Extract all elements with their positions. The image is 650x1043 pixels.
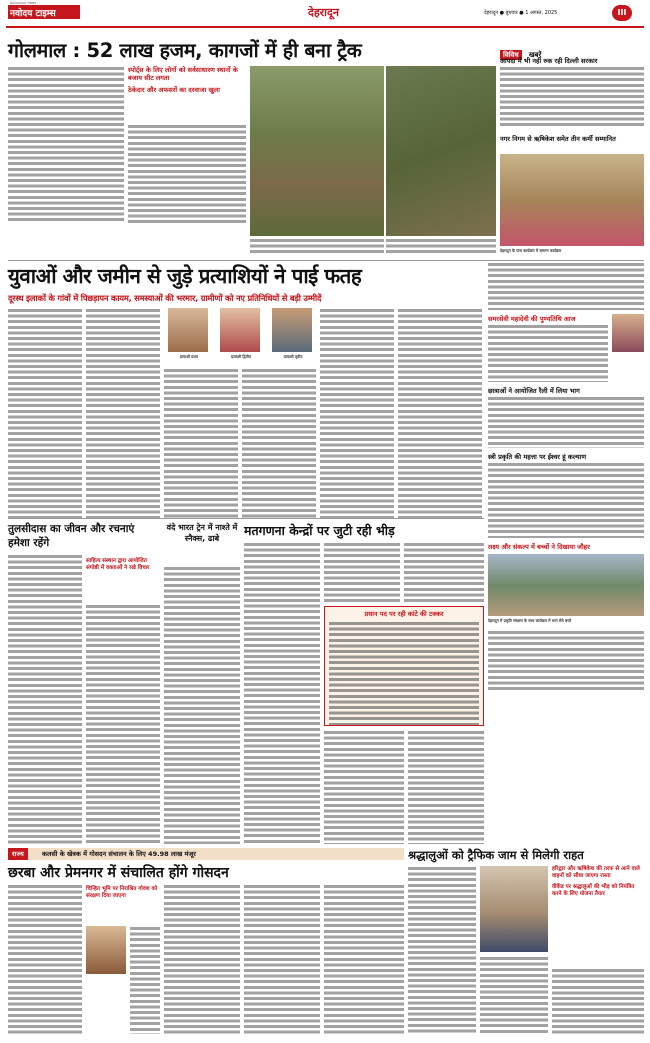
bottom-text-col2 (130, 926, 160, 1034)
main-text-col6 (398, 308, 482, 518)
traffic-text-col1 (408, 866, 476, 1034)
right-caption: देहरादून में प्रकृति संरक्षण के साथ कार्यक्रम में भाग लेते बच्चे (488, 618, 571, 623)
lead-text-col4 (386, 238, 496, 256)
section-title: देहरादून (308, 6, 339, 19)
vande-headline-line1: वंदे भारत ट्रेन में नाश्ते में (166, 523, 238, 532)
bottom-headline: छरबा और प्रेमनगर में संचालित होंगे गोसदन (8, 865, 229, 881)
lead-headline: गोलमाल : 52 लाख हजम, कागजों में ही बना ट्रैक (8, 39, 362, 62)
counting-box (324, 606, 484, 726)
counting-headline: मतगणना केन्द्रों पर जुटी रही भीड़ (244, 523, 395, 538)
main-subhead: दूरस्थ इलाकों के गांवों में पिछड़ापन कायम, समस्याओं की भरमार, ग्रामीणों को नए प्रतिनिधियों से बड़ी उम्मीदें (8, 293, 322, 303)
counting-text-col3 (404, 542, 484, 602)
counting-box-title: प्रधान पद पर रही कांटे की टक्कर (364, 610, 444, 618)
tulsidas-headline: तुलसीदास का जीवन और रचनाएं हमेशा रहेंगे (8, 523, 135, 549)
bottom-text-col3 (164, 884, 240, 1034)
right-headline-3: स्त्री प्रकृति की महत्ता पर ईश्वर हूं कल्याण (488, 453, 587, 461)
logo-small: NAVODAYA TIMES (10, 1, 37, 5)
bottom-text-col4 (244, 884, 320, 1034)
news-round-photo (500, 154, 644, 246)
lead-text-col1 (8, 66, 124, 224)
lead-photo-track (386, 66, 496, 236)
bottom-ticker: कलसी के खेत्रक में गोसदन संचालन के लिए 49.98 लाख मंजूर (42, 850, 196, 858)
bottom-tag: राज्य (8, 848, 28, 860)
candidate-photo-3 (272, 308, 312, 352)
traffic-text-col2 (480, 956, 548, 1034)
lead-bullet-1: स्पोर्ट्स के लिए लोगों को सर्वसाधारण स्थानों के बजाय सीट लगता (128, 66, 238, 82)
candidate-name-3: प्रत्याशी तृतीय (283, 354, 303, 359)
candidate-photo-1 (168, 308, 208, 352)
right-photo-2 (488, 554, 644, 616)
right-column (488, 262, 644, 692)
bottom-bullet: चिन्हित भूमि पर निराश्रित गोवंश को संरक्षण दिया जाएगा (86, 886, 158, 899)
news-round-caption: देहरादून के पास कार्यक्रम में सम्मान कार्यक्रम (500, 248, 562, 253)
bottom-text-col5 (324, 884, 404, 1034)
news-round-box (500, 42, 644, 258)
tulsidas-text-col1 (8, 554, 82, 844)
main-headline: युवाओं और जमीन से जुड़े प्रत्याशियों ने पाई फतह (8, 264, 362, 288)
bottom-ticker-bar (8, 848, 404, 860)
candidate-name-1: प्रत्याशी प्रथम (179, 354, 199, 359)
traffic-photo (480, 866, 548, 952)
news-round-label-red: विविध (500, 50, 522, 60)
candidate-photo-2 (220, 308, 260, 352)
tulsidas-text-col2 (86, 604, 160, 844)
news-round-headline-2: नगर निगम से ऋषिकेश समेत तीन कर्मी सम्मानित (500, 135, 616, 143)
lead-photo-field (250, 66, 384, 236)
traffic-bullets (552, 866, 644, 966)
main-text-col5 (320, 308, 394, 518)
news-round-headline-1: आपदा में भी नहीं रुक रही दिल्ली सरकार (500, 57, 598, 65)
lead-bullets (128, 66, 246, 112)
right-text-4 (488, 462, 644, 538)
vande-headline (164, 522, 240, 544)
logo: नवोदय टाइम्स (10, 9, 56, 19)
right-headline-2: छात्राओं ने आयोजित रैली में लिया भाग (488, 387, 580, 395)
divider-2 (8, 518, 484, 519)
dateline: देहरादून ● बुधवार ● 1 अगस्त, 2025 (484, 10, 558, 16)
traffic-headline: श्रद्धालुओं को ट्रैफिक जाम से मिलेगी राहत (408, 848, 584, 862)
traffic-bullet-2: वीकेंड पर श्रद्धालुओं की भीड़ को नियंत्रित करने के लिए योजना तैयार (552, 884, 635, 897)
masthead-rule (6, 26, 644, 28)
divider-1 (8, 260, 644, 261)
candidate-name-2: प्रत्याशी द्वितीय (231, 354, 251, 359)
right-headline-4: लक्ष्य और संकल्प में बच्चों ने दिखाया जौहर (488, 543, 590, 551)
vande-text-col1 (164, 566, 240, 844)
right-text-2 (488, 324, 608, 382)
main-text-col3 (164, 368, 238, 518)
bottom-photo (86, 926, 126, 974)
tulsidas-bullet: साहित्य संस्थान द्वारा आयोजित संगोष्ठी में वक्ताओं ने रखे विचार (86, 558, 150, 571)
page-number: III (612, 5, 632, 21)
news-round-text-1 (500, 66, 644, 128)
lead-bullet-2: ठेकेदार और अफसरों का दरवाजा खुला (128, 86, 220, 94)
lead-text-col3 (250, 238, 384, 256)
traffic-text-col3 (552, 968, 644, 1034)
main-text-col2 (86, 308, 160, 518)
counting-text-col2 (324, 542, 400, 602)
main-text-col1 (8, 308, 82, 518)
vande-headline-line2: स्नैक्स, ढाबे (184, 534, 220, 543)
bottom-text-col1 (8, 884, 82, 1034)
main-text-col4 (242, 368, 316, 518)
traffic-bullet-1: हरिद्वार और ऋषिकेश की तरफ से आने वाले वाहनों को सीधा जाएगा रास्ता (552, 866, 640, 879)
counting-text-col5 (408, 730, 484, 844)
counting-text-col1 (244, 542, 320, 844)
counting-text-col4 (324, 730, 404, 844)
right-text-3 (488, 396, 644, 448)
right-headline-1: समरसेवी महादेवी की पुण्यतिथि आज (488, 315, 576, 323)
right-text-1 (488, 262, 644, 310)
right-text-5 (488, 630, 644, 692)
right-photo-1 (612, 314, 644, 352)
masthead (0, 0, 650, 31)
candidate-photos (164, 308, 316, 364)
news-round-label-black: खबरें (528, 51, 542, 59)
lead-text-col2 (128, 124, 246, 224)
counting-box-text (329, 621, 479, 725)
